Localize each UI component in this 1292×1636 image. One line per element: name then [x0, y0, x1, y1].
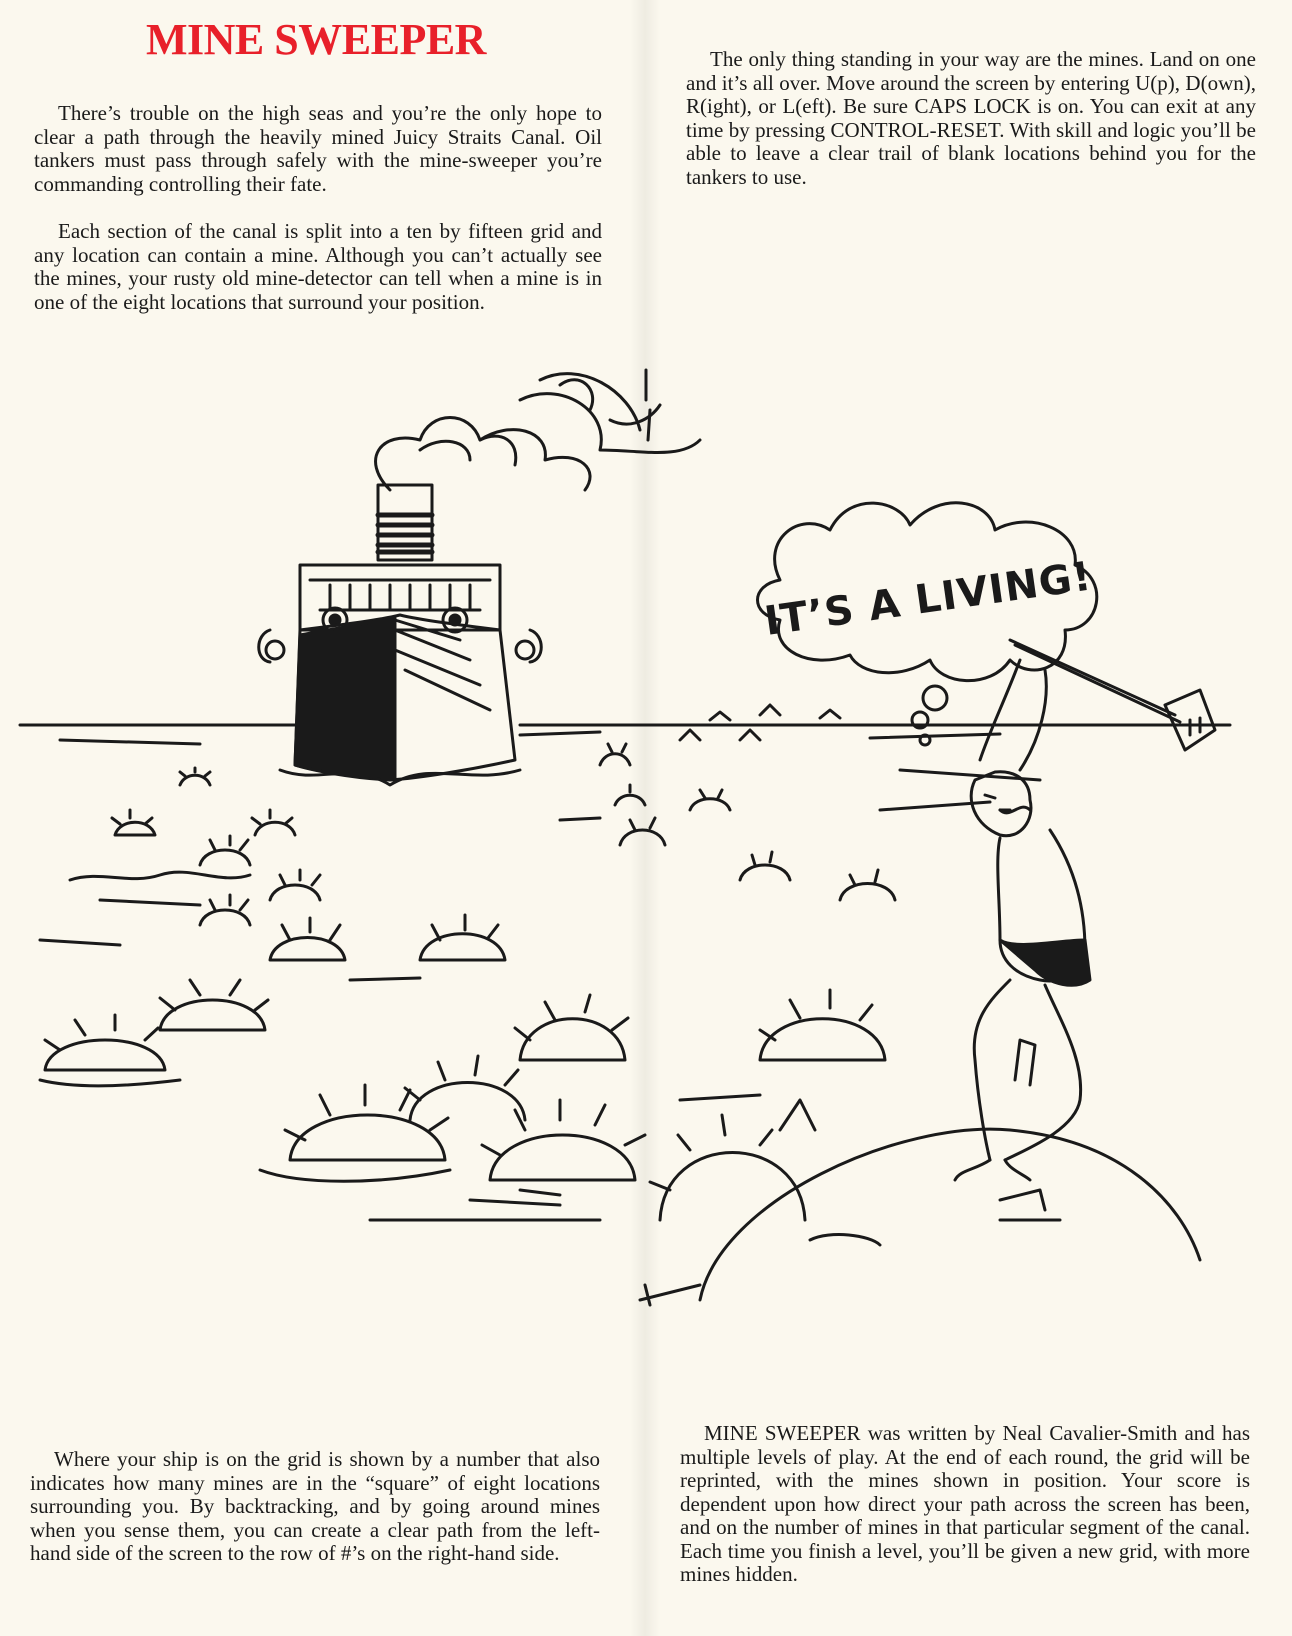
grid-paragraph: Each section of the canal is split into a ten by fifteen grid and any location can contain a mine. Although you can’t actually see the mines, your rusty old mine-detector can tell when a mine is in one of the eight locations that surround your position. [34, 219, 602, 314]
position-paragraph: Where your ship is on the grid is shown by a number that also indicates how many mines are in the “square” of eight locations surrounding you. By backtracking, and by going around mines when you sense them, you can create a clear path from the left-hand side of the screen to the row of #’s on the right-hand side. [30, 1447, 600, 1565]
credits-paragraph: MINE SWEEPER was written by Neal Cavalier-Smith and has multiple levels of play. At the end of each round, the grid will be reprinted, with the mines shown in position. Your score is dependent upon how direct your path across the screen has been, and on the number of mines in that particular segment of the canal. Each time you finish a level, you’ll be given a new grid, with more mines hidden. [680, 1421, 1250, 1586]
controls-paragraph: The only thing standing in your way are the mines. Land on one and it’s all over. Move around the screen by entering U(p), D(own), R(ight), or L(eft). Be sure CAPS LOCK is on. You can exit at any time by pressing CONTROL-RESET. With skill and logic you’ll be able to leave a clear trail of blank locations behind you for the tankers to use. [686, 47, 1256, 189]
mines-large [285, 1040, 1200, 1305]
mast-line [646, 370, 650, 440]
mines-medium [45, 915, 885, 1070]
thought-bubble-text: IT’S A LIVING! [761, 553, 1095, 645]
tanker-ship [259, 565, 542, 785]
intro-paragraph: There’s trouble on the high seas and you’re the only hope to clear a path through the heavily mined Juicy Straits Canal. Oil tankers must pass through safely with the mine-sweeper you’re commanding controlling their fate. [34, 101, 602, 196]
sledgehammer [1010, 640, 1215, 750]
water-ripples [40, 770, 1060, 1220]
mine-field [112, 705, 895, 925]
ship-funnel [378, 485, 432, 560]
smoke-icon [376, 374, 700, 490]
article-title: MINE SWEEPER [146, 15, 486, 64]
man-figure [955, 660, 1090, 1180]
cartoon-illustration [0, 340, 1292, 1380]
